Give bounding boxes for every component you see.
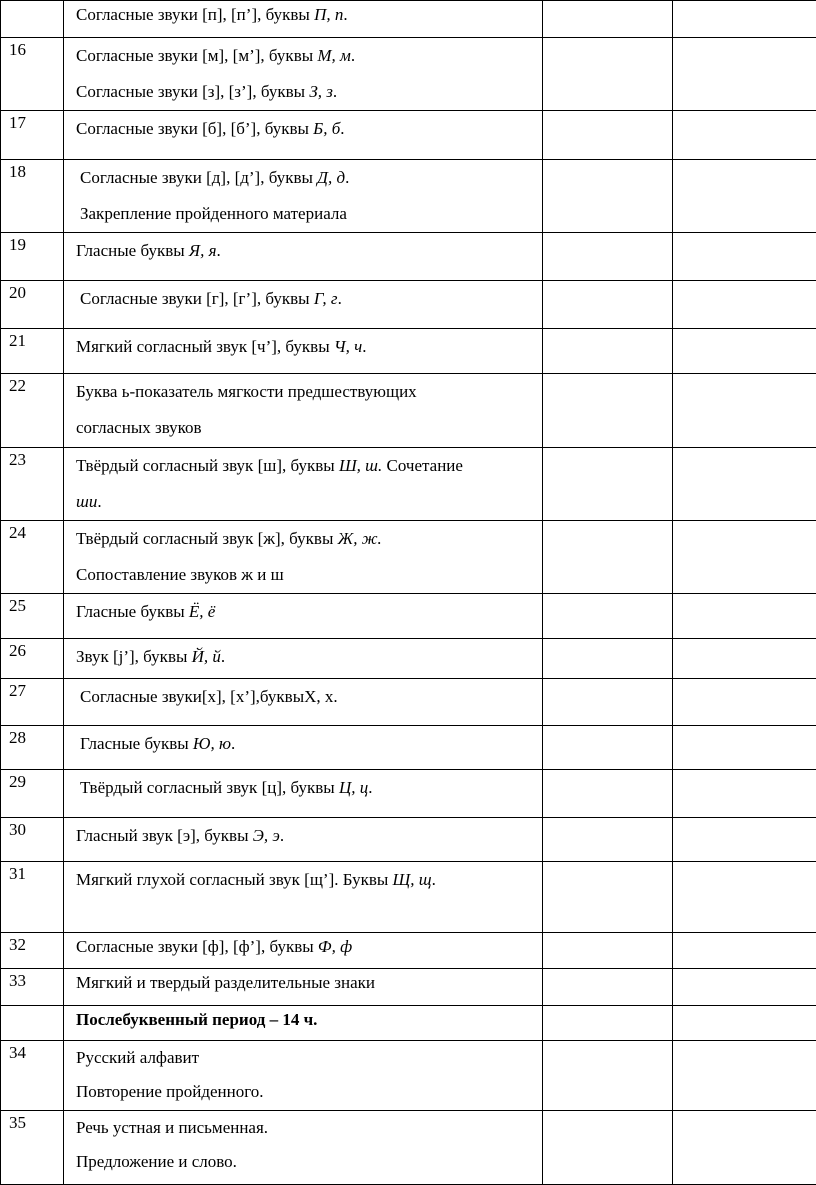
table-row: [1, 862, 816, 933]
date-plan-cell: [543, 1006, 673, 1041]
date-fact-cell: [673, 111, 816, 160]
date-plan-cell: [543, 862, 673, 933]
table-row: [1, 1006, 816, 1041]
lesson-topic: Согласные звуки [ф], [ф’], буквы Ф, ф: [64, 933, 543, 969]
table-row: [1, 281, 816, 329]
date-fact-cell: [673, 1006, 816, 1041]
date-plan-cell: [543, 639, 673, 679]
date-fact-cell: [673, 374, 816, 448]
lesson-topic: Гласные буквы Я, я.: [64, 233, 543, 281]
lesson-number: 26: [1, 639, 64, 679]
lesson-topic: Согласные звуки [м], [м’], буквы М, м. Согласные звуки [з], [з’], буквы З, з.: [64, 38, 543, 111]
date-fact-cell: [673, 1111, 816, 1185]
date-fact-cell: [673, 818, 816, 862]
date-plan-cell: [543, 160, 673, 233]
table-row: [1, 969, 816, 1006]
lesson-topic: Мягкий глухой согласный звук [щ’]. Буквы Щ, щ.: [64, 862, 543, 933]
date-plan-cell: [543, 933, 673, 969]
date-plan-cell: [543, 1041, 673, 1111]
table-row: [1, 639, 816, 679]
table-row: [1, 521, 816, 594]
table-row: [1, 329, 816, 374]
lesson-number: 34: [1, 1041, 64, 1111]
date-plan-cell: [543, 1111, 673, 1185]
date-plan-cell: [543, 521, 673, 594]
date-fact-cell: [673, 679, 816, 726]
date-fact-cell: [673, 448, 816, 521]
lesson-topic: Гласные буквы Ю, ю.: [64, 726, 543, 770]
lesson-number: 23: [1, 448, 64, 521]
date-plan-cell: [543, 1, 673, 38]
date-plan-cell: [543, 726, 673, 770]
lesson-topic: Мягкий согласный звук [ч’], буквы Ч, ч.: [64, 329, 543, 374]
lesson-topic: Твёрдый согласный звук [ш], буквы Ш, ш. Сочетание ши.: [64, 448, 543, 521]
date-plan-cell: [543, 818, 673, 862]
lesson-number: 33: [1, 969, 64, 1006]
lesson-number: 18: [1, 160, 64, 233]
table-row: [1, 1, 816, 38]
lesson-topic: Согласные звуки [б], [б’], буквы Б, б.: [64, 111, 543, 160]
date-fact-cell: [673, 639, 816, 679]
date-plan-cell: [543, 111, 673, 160]
date-plan-cell: [543, 770, 673, 818]
date-fact-cell: [673, 1041, 816, 1111]
table-row: [1, 160, 816, 233]
lesson-topic: Гласные буквы Ё, ё: [64, 594, 543, 639]
lesson-topic: Твёрдый согласный звук [ц], буквы Ц, ц.: [64, 770, 543, 818]
lesson-number: [1, 1, 64, 38]
date-plan-cell: [543, 329, 673, 374]
lesson-number: 20: [1, 281, 64, 329]
table-row: [1, 1041, 816, 1111]
date-fact-cell: [673, 969, 816, 1006]
lesson-number: 32: [1, 933, 64, 969]
date-plan-cell: [543, 38, 673, 111]
date-plan-cell: [543, 233, 673, 281]
date-fact-cell: [673, 594, 816, 639]
table-row: [1, 38, 816, 111]
date-plan-cell: [543, 679, 673, 726]
lesson-topic: Мягкий и твердый разделительные знаки: [64, 969, 543, 1006]
date-fact-cell: [673, 329, 816, 374]
lesson-topic: Согласные звуки[х], [х’],буквыХ, х.: [64, 679, 543, 726]
date-plan-cell: [543, 374, 673, 448]
table-row: [1, 818, 816, 862]
lesson-topic: Согласные звуки [д], [д’], буквы Д, д. Закрепление пройденного материала: [64, 160, 543, 233]
lesson-number: [1, 1006, 64, 1041]
table-row: [1, 448, 816, 521]
lesson-number: 21: [1, 329, 64, 374]
date-fact-cell: [673, 38, 816, 111]
lesson-topic: Буква ь-показатель мягкости предшествующих согласных звуков: [64, 374, 543, 448]
date-fact-cell: [673, 160, 816, 233]
table-row: [1, 1111, 816, 1185]
date-fact-cell: [673, 770, 816, 818]
lesson-topic: Согласные звуки [п], [п’], буквы П, п.: [64, 1, 543, 38]
lesson-number: 25: [1, 594, 64, 639]
table-row: [1, 233, 816, 281]
date-fact-cell: [673, 1, 816, 38]
date-plan-cell: [543, 969, 673, 1006]
table-row: [1, 374, 816, 448]
date-fact-cell: [673, 281, 816, 329]
date-fact-cell: [673, 726, 816, 770]
lesson-number: 28: [1, 726, 64, 770]
date-plan-cell: [543, 448, 673, 521]
table-row: [1, 770, 816, 818]
lesson-topic: Твёрдый согласный звук [ж], буквы Ж, ж. Сопоставление звуков ж и ш: [64, 521, 543, 594]
lesson-number: 17: [1, 111, 64, 160]
lesson-topic: Согласные звуки [г], [г’], буквы Г, г.: [64, 281, 543, 329]
date-fact-cell: [673, 862, 816, 933]
date-fact-cell: [673, 233, 816, 281]
lesson-number: 22: [1, 374, 64, 448]
lesson-topic: Русский алфавит Повторение пройденного.: [64, 1041, 543, 1111]
lesson-number: 27: [1, 679, 64, 726]
table-row: [1, 726, 816, 770]
lesson-number: 19: [1, 233, 64, 281]
lesson-topic: Гласный звук [э], буквы Э, э.: [64, 818, 543, 862]
date-fact-cell: [673, 521, 816, 594]
section-heading: Послебуквенный период – 14 ч.: [64, 1006, 543, 1041]
lesson-number: 30: [1, 818, 64, 862]
table-row: [1, 594, 816, 639]
table-row: [1, 679, 816, 726]
date-fact-cell: [673, 933, 816, 969]
lesson-topic: Речь устная и письменная. Предложение и слово.: [64, 1111, 543, 1185]
lesson-number: 24: [1, 521, 64, 594]
table-row: [1, 111, 816, 160]
lesson-number: 35: [1, 1111, 64, 1185]
lesson-number: 16: [1, 38, 64, 111]
table-row: [1, 933, 816, 969]
date-plan-cell: [543, 594, 673, 639]
date-plan-cell: [543, 281, 673, 329]
lesson-number: 31: [1, 862, 64, 933]
lesson-topic: Звук [j’], буквы Й, й.: [64, 639, 543, 679]
lesson-number: 29: [1, 770, 64, 818]
